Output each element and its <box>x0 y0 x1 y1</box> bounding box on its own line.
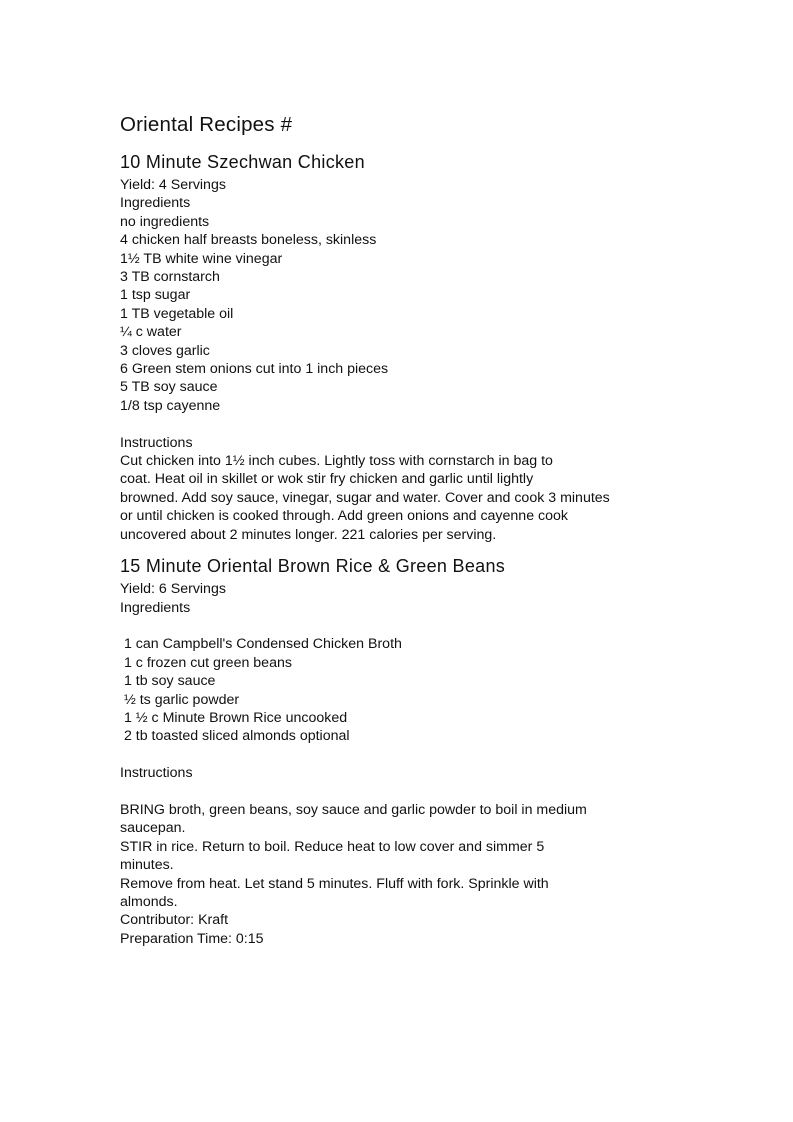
instruction-line: Cut chicken into 1½ inch cubes. Lightly toss with cornstarch in bag to <box>120 453 553 470</box>
instruction-line: coat. Heat oil in skillet or wok stir fry chicken and garlic until lightly <box>120 471 534 488</box>
recipe-2-ingredients-label: Ingredients <box>120 599 191 616</box>
instruction-line: or until chicken is cooked through. Add green onions and cayenne cook <box>120 508 568 525</box>
ingredient-item: 1 can Campbell's Condensed Chicken Broth <box>120 636 402 653</box>
recipe-2-instructions-label: Instructions <box>120 765 193 782</box>
ingredient-item: 1/8 tsp cayenne <box>120 397 221 414</box>
recipe-2-yield: Yield: 6 Servings <box>120 581 226 598</box>
recipe-1-instructions <box>120 452 680 544</box>
ingredient-item: 2 tb toasted sliced almonds optional <box>120 728 350 745</box>
ingredient-item: 1 tsp sugar <box>120 287 191 304</box>
recipe-1 <box>120 150 680 544</box>
ingredient-item: 3 TB cornstarch <box>120 269 220 286</box>
ingredient-item: 4 chicken half breasts boneless, skinless <box>120 232 377 249</box>
ingredient-item: ¼ c water <box>120 324 182 341</box>
recipe-2 <box>120 554 680 948</box>
ingredient-item: 3 cloves garlic <box>120 342 210 359</box>
spacer <box>120 415 680 433</box>
recipe-1-instructions-label: Instructions <box>120 434 193 451</box>
ingredient-item: 1 c frozen cut green beans <box>120 654 292 671</box>
recipe-1-title: 10 Minute Szechwan Chicken <box>120 152 365 172</box>
ingredient-item: 1½ TB white wine vinegar <box>120 250 283 267</box>
recipe-1-ingredients-label: Ingredients <box>120 195 191 212</box>
recipe-2-contributor: Contributor: Kraft <box>120 912 229 929</box>
ingredient-item: ½ ts garlic powder <box>120 691 240 708</box>
recipe-2-ingredient-list <box>120 635 680 745</box>
instruction-line: Remove from heat. Let stand 5 minutes. Fluff with fork. Sprinkle with <box>120 875 549 892</box>
recipe-1-yield: Yield: 4 Servings <box>120 177 226 193</box>
instruction-line: browned. Add soy sauce, vinegar, sugar and water. Cover and cook 3 minutes <box>120 489 610 506</box>
recipe-2-title: 15 Minute Oriental Brown Rice & Green Beans <box>120 556 506 577</box>
instruction-line: STIR in rice. Return to boil. Reduce heat to low cover and simmer 5 <box>120 838 545 855</box>
spacer <box>120 746 680 764</box>
instruction-line: minutes. <box>120 857 174 874</box>
ingredient-item: 5 TB soy sauce <box>120 379 218 396</box>
spacer <box>120 783 680 801</box>
instruction-line: almonds. <box>120 893 178 910</box>
instruction-line: BRING broth, green beans, soy sauce and garlic powder to boil in medium <box>120 801 587 818</box>
ingredient-item: 1 ½ c Minute Brown Rice uncooked <box>120 709 348 726</box>
recipe-2-prep-time: Preparation Time: 0:15 <box>120 930 264 947</box>
recipe-2-instructions <box>120 801 680 911</box>
instruction-line: saucepan. <box>120 820 186 837</box>
ingredient-item: 6 Green stem onions cut into 1 inch pieces <box>120 361 389 378</box>
document-title: Oriental Recipes # <box>120 113 293 136</box>
instruction-line: uncovered about 2 minutes longer. 221 calories per serving. <box>120 526 497 543</box>
ingredient-item: 1 TB vegetable oil <box>120 305 234 322</box>
spacer <box>120 617 680 635</box>
recipe-1-ingredient-list <box>120 213 680 415</box>
ingredient-item: 1 tb soy sauce <box>120 673 216 690</box>
ingredient-item: no ingredients <box>120 213 210 230</box>
document-page <box>120 112 680 948</box>
